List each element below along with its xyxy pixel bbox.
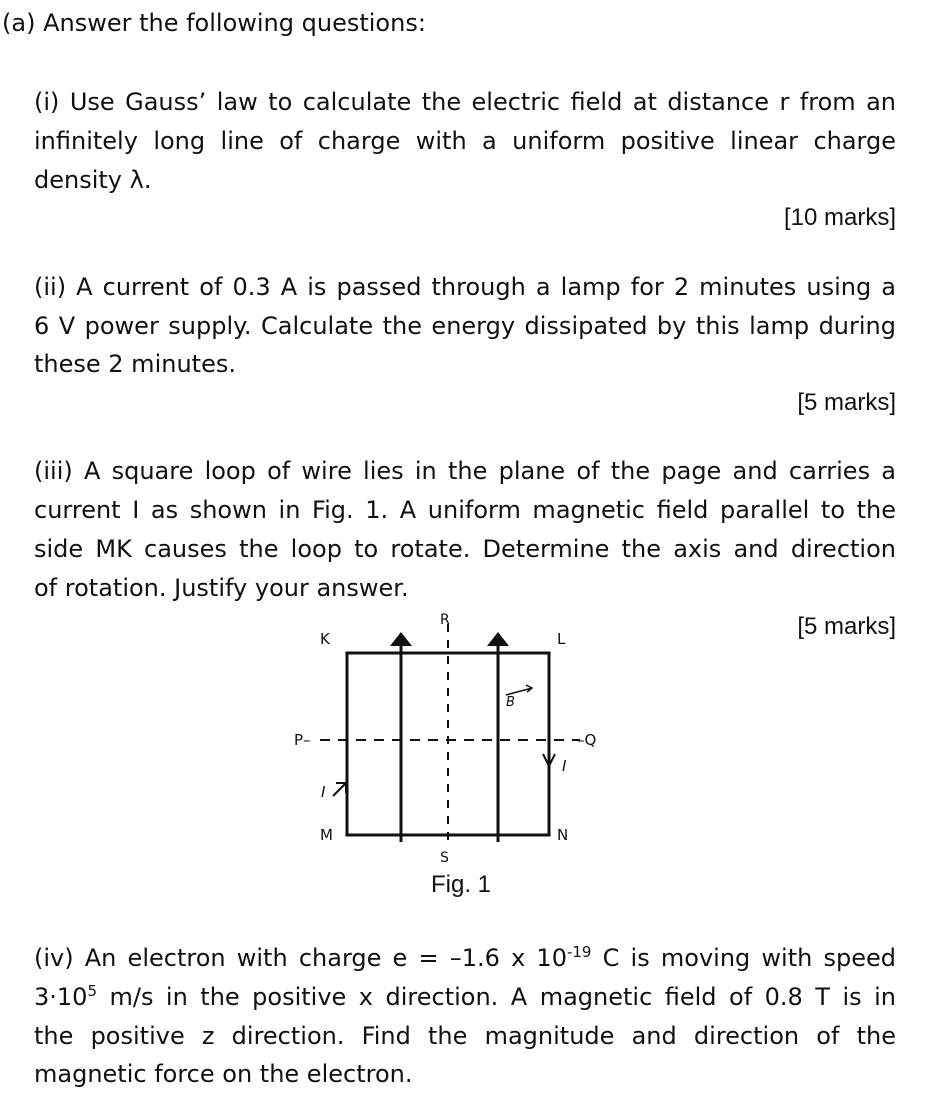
q2-line-2: 6 V power supply. Calculate the energy dissipated by this lamp during bbox=[34, 312, 896, 340]
figure-caption: Fig. 1 bbox=[431, 871, 492, 898]
q2-line-1: (ii) A current of 0.3 A is passed through a lamp for 2 minutes using a bbox=[34, 273, 896, 301]
figure-1-diagram bbox=[280, 600, 640, 880]
q1-marks: [10 marks] bbox=[783, 204, 896, 231]
q4-line-2-text: 3·10 bbox=[34, 983, 88, 1011]
label-L: L bbox=[557, 630, 566, 648]
q1-line-2: infinitely long line of charge with a uniform positive linear charge bbox=[34, 127, 896, 155]
label-N: N bbox=[557, 826, 569, 844]
section-header: (a) Answer the following questions: bbox=[2, 9, 426, 37]
field-arrow-left-icon bbox=[390, 632, 412, 646]
label-K: K bbox=[320, 630, 330, 648]
label-P: P– bbox=[294, 731, 311, 749]
q4-line-3: the positive z direction. Find the magnitude and direction of the bbox=[34, 1022, 896, 1050]
q3-line-3: side MK causes the loop to rotate. Determine the axis and direction bbox=[34, 535, 896, 563]
q4-line-2-text-end: m/s in the positive x direction. A magnetic field of 0.8 T is in bbox=[96, 983, 896, 1011]
label-current-left: I bbox=[321, 783, 326, 801]
q4-line-4: magnetic force on the electron. bbox=[34, 1060, 413, 1088]
q1-line-1: (i) Use Gauss’ law to calculate the electric field at distance r from an bbox=[34, 88, 896, 116]
current-arrow-left-icon bbox=[333, 783, 346, 796]
label-M: M bbox=[320, 826, 333, 844]
q3-line-1: (iii) A square loop of wire lies in the plane of the page and carries a bbox=[34, 457, 896, 485]
label-Q: –Q bbox=[577, 731, 597, 749]
b-vector-arrow-icon bbox=[506, 685, 532, 695]
q2-marks: [5 marks] bbox=[797, 389, 896, 416]
q1-line-3: density λ. bbox=[34, 166, 152, 194]
q4-line-1-text: (iv) An electron with charge e = –1.6 x 10 bbox=[34, 944, 567, 972]
q2-line-3: these 2 minutes. bbox=[34, 350, 236, 378]
q4-line-1 bbox=[34, 943, 896, 973]
label-current-right: I bbox=[562, 757, 567, 775]
field-arrow-right-icon bbox=[487, 632, 509, 646]
q4-exponent-speed: 5 bbox=[87, 982, 97, 1000]
q3-line-2: current I as shown in Fig. 1. A uniform magnetic field parallel to the bbox=[34, 496, 896, 524]
q4-line-2 bbox=[34, 982, 896, 1012]
q3-line-4: of rotation. Justify your answer. bbox=[34, 574, 409, 602]
label-S: S bbox=[440, 850, 449, 866]
q4-line-1-text-end: C is moving with speed bbox=[591, 944, 896, 972]
q3-marks: [5 marks] bbox=[797, 613, 896, 640]
label-B: B bbox=[506, 695, 515, 710]
label-R: R bbox=[440, 612, 450, 628]
q4-exponent-charge: -19 bbox=[566, 943, 592, 961]
